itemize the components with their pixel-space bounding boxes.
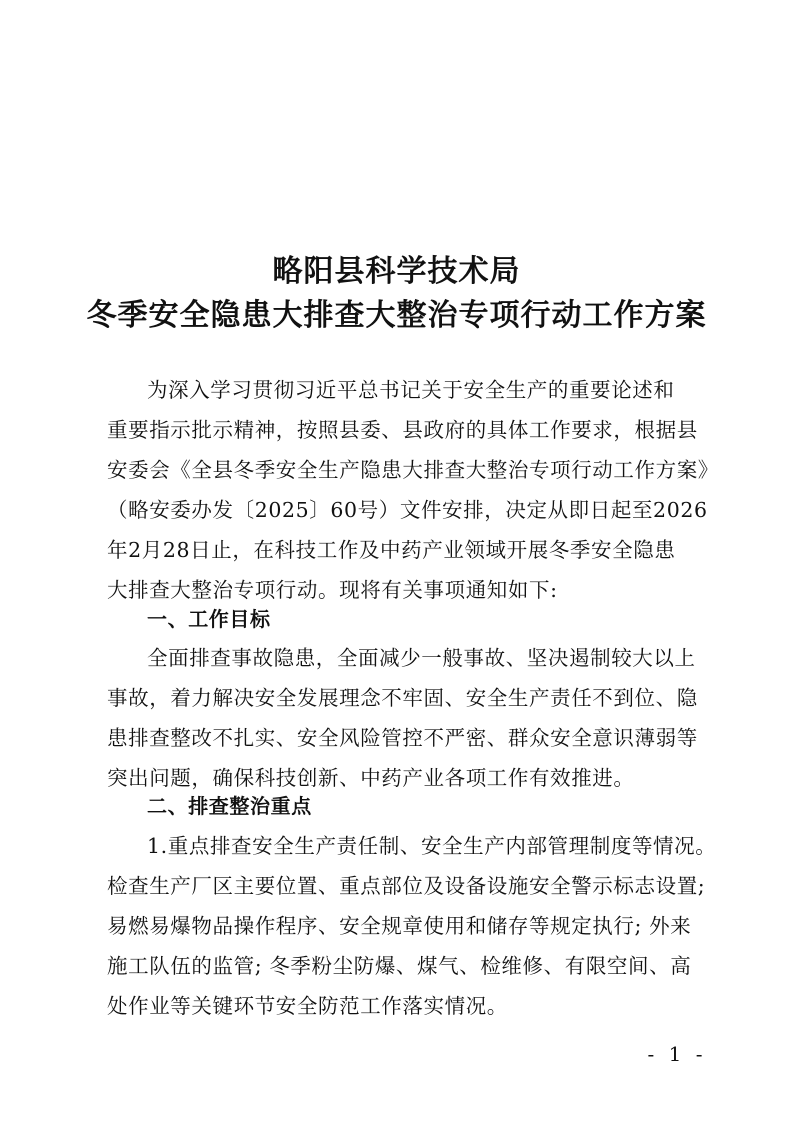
section2-paragraph-line: 易燃易爆物品操作程序、安全规章使用和储存等规定执行; 外来: [107, 914, 692, 938]
intro-paragraph-line: 大排查大整治专项行动。现将有关事项通知如下:: [107, 578, 558, 602]
intro-paragraph-line: 年2月28日止，在科技工作及中药产业领域开展冬季安全隐患: [107, 538, 676, 562]
document-title-line-2: 冬季安全隐患大排查大整治专项行动工作方案: [86, 298, 707, 333]
section2-paragraph-line: 1.重点排查安全生产责任制、安全生产内部管理制度等情况。: [147, 834, 717, 858]
section2-paragraph-line: 处作业等关键环节安全防范工作落实情况。: [107, 994, 508, 1018]
section2-paragraph-line: 施工队伍的监管; 冬季粉尘防爆、煤气、检维修、有限空间、高: [107, 954, 692, 978]
section2-paragraph-line: 检查生产厂区主要位置、重点部位及设备设施安全警示标志设置;: [107, 874, 706, 898]
document-title-line-1: 略阳县科学技术局: [272, 254, 521, 289]
intro-paragraph-line: 重要指示批示精神，按照县委、县政府的具体工作要求，根据县: [107, 418, 698, 442]
page-number: - 1 -: [647, 1042, 707, 1066]
intro-paragraph-line: 安委会《全县冬季安全生产隐患大排查大整治专项行动工作方案》: [107, 458, 719, 482]
section-heading-work-goals: 一、工作目标: [147, 607, 271, 631]
section1-paragraph-line: 全面排查事故隐患，全面减少一般事故、坚决遏制较大以上: [147, 646, 696, 670]
section1-paragraph-line: 患排查整改不扎实、安全风险管控不严密、群众安全意识薄弱等: [107, 726, 698, 750]
section1-paragraph-line: 事故，着力解决安全发展理念不牢固、安全生产责任不到位、隐: [107, 686, 698, 710]
intro-paragraph-line: （略安委办发〔2025〕60号）文件安排，决定从即日起至2026: [107, 498, 708, 522]
intro-paragraph-line: 为深入学习贯彻习近平总书记关于安全生产的重要论述和: [147, 378, 675, 402]
section-heading-inspection-focus: 二、排查整治重点: [147, 794, 312, 818]
section1-paragraph-line: 突出问题，确保科技创新、中药产业各项工作有效推进。: [107, 766, 635, 790]
